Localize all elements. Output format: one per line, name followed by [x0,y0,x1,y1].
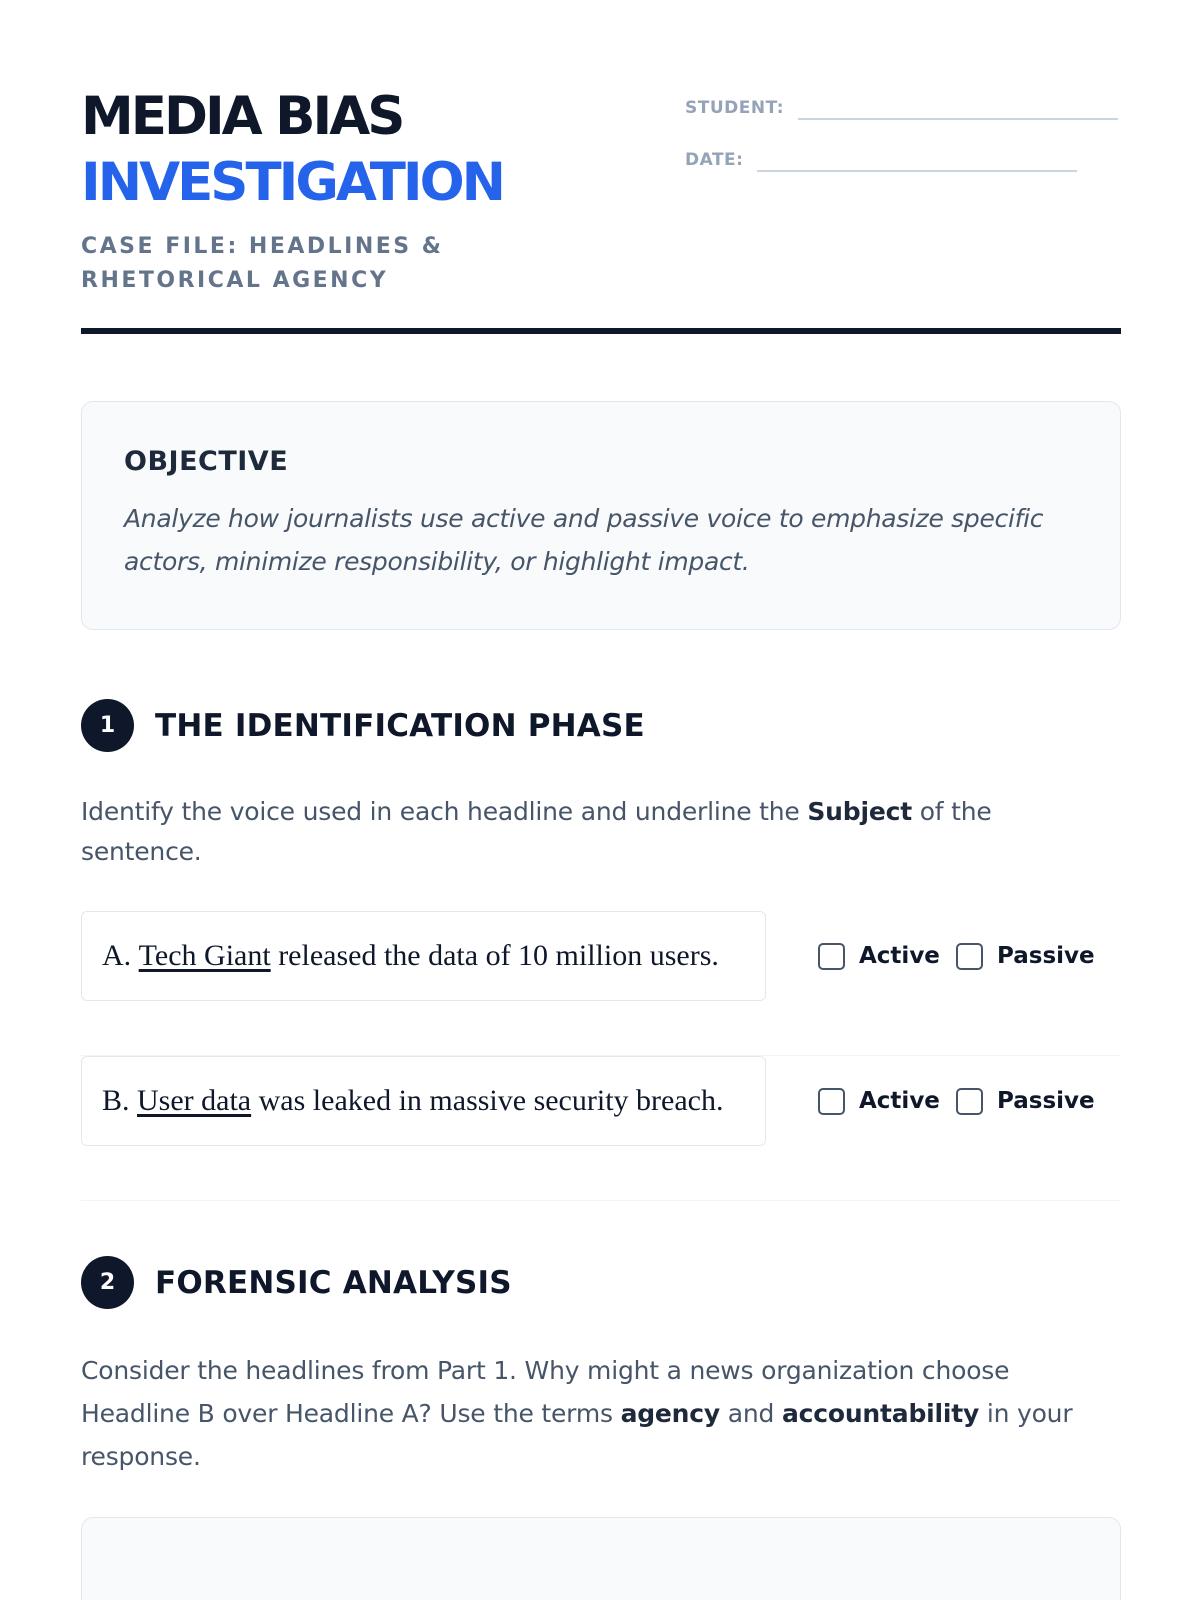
section-1-number-badge: 1 [81,699,134,752]
date-label: DATE: [685,150,744,170]
title-line-1: MEDIA BIAS [81,86,403,147]
headline-a-subject: Tech Giant [138,939,271,972]
instr-text-end: of the sentence. [81,797,992,866]
date-field[interactable] [757,148,1077,172]
instr-text: Identify the voice used in each headline and underline the [81,797,808,826]
instr-bold-subject: Subject [807,797,912,826]
instr2-bold-accountability: accountability [781,1399,980,1428]
student-info [685,88,1118,192]
headline-b-rest: was leaked in massive security breach. [251,1084,724,1117]
headline-a-rest: released the data of 10 million users. [270,939,719,972]
section-1-instructions [81,792,1081,872]
headline-a-passive-checkbox[interactable] [956,943,983,970]
headline-b-active-label: Active [859,1088,940,1114]
headline-b-passive-option[interactable] [956,1056,1095,1146]
header-divider [81,328,1121,334]
instr2-bold-agency: agency [620,1399,720,1428]
headline-a-active-label: Active [859,943,940,969]
headline-a-passive-option[interactable] [956,911,1095,1001]
section-2-number-badge: 2 [81,1256,134,1309]
headline-a-active-option[interactable] [818,911,940,1001]
title-line-2: INVESTIGATION [81,152,504,213]
objective-box [81,401,1121,630]
headline-a-box [81,911,766,1001]
headline-b-passive-label: Passive [997,1088,1095,1114]
response-area[interactable] [81,1517,1121,1600]
case-file-subtitle: CASE FILE: HEADLINES & RHETORICAL AGENCY [81,234,444,293]
instr2-text-2: and [720,1399,782,1428]
section-1-header [81,699,645,752]
question-row-b [81,1056,1121,1201]
headline-a-passive-label: Passive [997,943,1095,969]
section-2-instructions [81,1349,1101,1478]
headline-a-prefix: A. [102,939,139,972]
headline-b-passive-checkbox[interactable] [956,1088,983,1115]
headline-b-active-option[interactable] [818,1056,940,1146]
date-row [685,140,1118,172]
headline-a-active-checkbox[interactable] [818,943,845,970]
student-name-field[interactable] [798,96,1118,120]
section-1-title: THE IDENTIFICATION PHASE [155,707,645,744]
question-row-a [81,911,1121,1056]
objective-text: Analyze how journalists use active and passive voice to emphasize specific actors, minimize responsibility, or highlight impact. [124,504,1044,576]
headline-b-box [81,1056,766,1146]
instr2-text-1: Consider the headlines from Part 1. Why might a news organization choose Headline B over Headline A? Use the terms [81,1356,1010,1428]
headline-b-subject: User data [137,1084,252,1117]
headline-b-prefix: B. [102,1084,138,1117]
section-2-title: FORENSIC ANALYSIS [155,1264,512,1301]
headline-b-active-checkbox[interactable] [818,1088,845,1115]
student-row [685,88,1118,120]
student-label: STUDENT: [685,98,785,118]
title-block [81,84,641,298]
section-2-header [81,1256,512,1309]
instr2-text-3: in your response. [81,1399,1073,1471]
objective-title: OBJECTIVE [124,446,289,477]
